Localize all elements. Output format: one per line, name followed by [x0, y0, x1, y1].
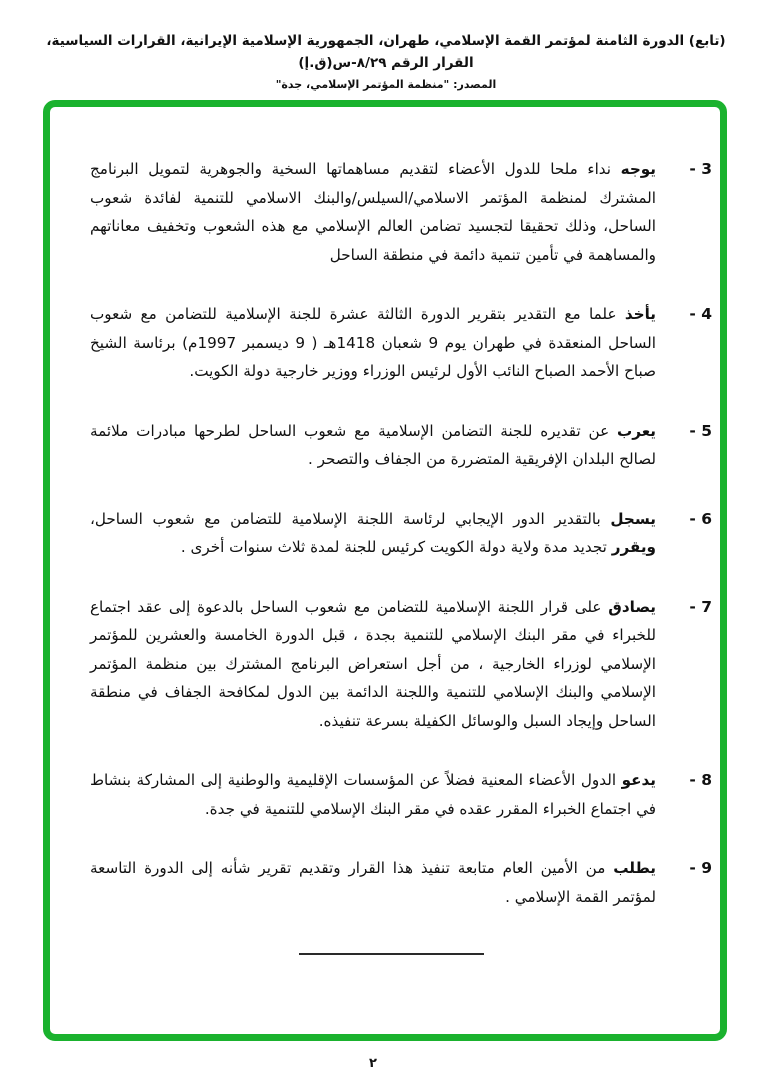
clause-number: 3 - — [689, 160, 712, 178]
clause-lead-verb: يصادق — [608, 597, 656, 616]
resolution-clause-3 — [50, 155, 720, 269]
resolution-clause-6 — [50, 505, 720, 562]
clause-text: يدعو الدول الأعضاء المعنية فضلاً عن المؤسسات الإقليمية والوطنية إلى المشاركة بنشاط في اجتماع الخبراء المقرر عقده في مقر البنك الإسلامي للتنمية في جدة. — [90, 771, 656, 818]
clause-number: 8 - — [689, 771, 712, 789]
clause-number: 4 - — [689, 305, 712, 323]
resolution-clause-7 — [50, 593, 720, 736]
clause-number: 7 - — [689, 597, 712, 616]
end-of-text-rule — [299, 953, 484, 955]
clause-lead-verb: يوجه — [620, 160, 657, 178]
clause-number: 6 - — [689, 509, 712, 528]
clause-lead-verb: يطلب — [613, 859, 657, 877]
clause-lead-verb: يعرب — [617, 421, 657, 440]
clause-lead-verb: يدعو — [621, 771, 656, 789]
page-number: ٢ — [369, 1056, 377, 1071]
clause-text: يوجه نداء ملحا للدول الأعضاء لتقديم مساهماتها السخية والجوهرية لتمويل البرنامج المشترك لمنظمة المؤتمر الاسلامي/السيلس/والبنك الاسلامي للتنمية لفائدة شعوب الساحل، وذلك تحقيقا لتجسيد تضامن العالم الإسلامي مع هذه الشعوب وتخفيف معاناتهم والمساهمة في تأمين تنمية دائمة في منطقة الساحل — [90, 160, 657, 264]
clause-lead-verb: يسجل — [610, 509, 657, 528]
clause-text: يطلب من الأمين العام متابعة تنفيذ هذا القرار وتقديم تقرير شأنه إلى الدورة التاسعة لمؤتمر القمة الإسلامي . — [90, 859, 657, 906]
clause-text: يسجل بالتقدير الدور الإيجابي لرئاسة اللجنة الإسلامية للتضامن مع شعوب الساحل، ويقرر تجديد مدة ولاية دولة الكويت كرئيس للجنة لمدة ثلاث سنوات أخرى . — [90, 509, 657, 556]
header-source: المصدر: "منظمة المؤتمر الإسلامي، جدة" — [275, 78, 497, 91]
clause-text: يأخذ علما مع التقدير بتقرير الدورة الثالثة عشرة للجنة الإسلامية للتضامن مع شعوب الساحل المنعقدة في طهران يوم 9 شعبان 1418هـ ( 9 ديسمبر 1997م) برئاسة الشيخ صباح الأحمد الصباح النائب الأول لرئيس الوزراء ووزير خارجية دولة الكويت. — [90, 305, 657, 380]
resolution-body — [50, 155, 720, 955]
resolution-clause-9 — [50, 854, 720, 911]
resolution-clause-5 — [50, 417, 720, 474]
clause-number: 5 - — [689, 421, 712, 440]
clause-text: يصادق على قرار اللجنة الإسلامية للتضامن مع شعوب الساحل بالدعوة إلى عقد اجتماع للخبراء في مقر البنك الإسلامي للتنمية بجدة ، قبل الدورة الخامسة والعشرين للمؤتمر الإسلامي لوزراء الخارجية ، من أجل استعراض البرنامج المشترك بين منظمة المؤتمر الإسلامي والبنك الإسلامي للتنمية واللجنة الدائمة بين الدول لمكافحة الجفاف في منطقة الساحل وإيجاد السبل والوسائل الكفيلة بسرعة تنفيذه. — [90, 597, 656, 730]
clause-second-verb: ويقرر — [611, 538, 656, 556]
resolution-clause-4 — [50, 300, 720, 386]
document-header — [0, 30, 772, 94]
resolution-clause-8 — [50, 766, 720, 823]
clause-number: 9 - — [689, 859, 712, 877]
clause-lead-verb: يأخذ — [624, 305, 657, 323]
clause-text: يعرب عن تقديره للجنة التضامن الإسلامية مع شعوب الساحل لطرحها مبادرات ملائمة لصالح البلدان الإفريقية المتضررة من الجفاف والتصحر . — [90, 421, 657, 468]
header-title: (تابع) الدورة الثامنة لمؤتمر القمة الإسلامي، طهران، الجمهورية الإسلامية الإيرانية، القرارات السياسية، القرار الرقم ٢٩‏/‏٨‏-س(ق.إ) — [46, 33, 726, 71]
